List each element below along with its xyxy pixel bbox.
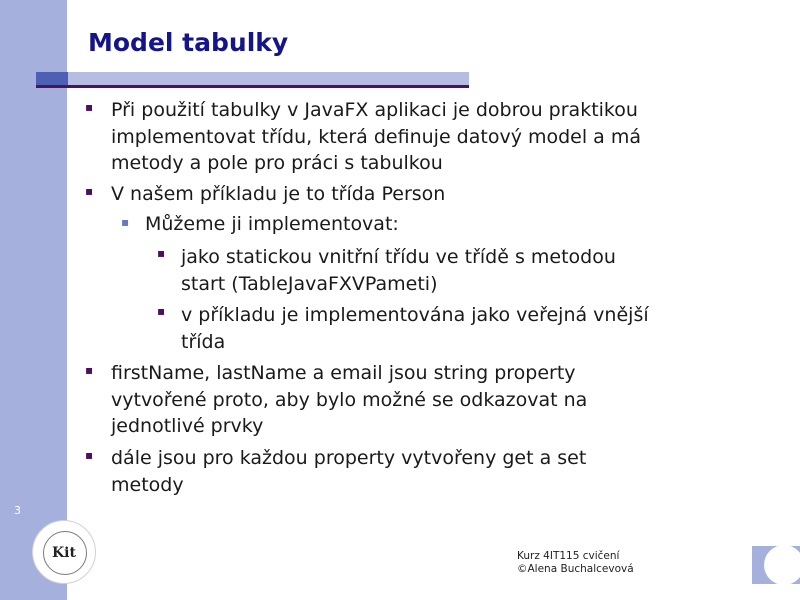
bullet-marker: ▪ <box>85 363 94 377</box>
bullet-marker: ▪ <box>85 448 94 462</box>
sub-sub-bullet-text: jako statickou vnitřní třídu ve třídě s metodou start (TableJavaFXVPameti) <box>181 246 616 295</box>
kit-logo <box>32 520 96 584</box>
slide-title: Model tabulky <box>88 28 289 57</box>
slide-number: 3 <box>14 504 21 517</box>
footer-course: Kurz 4IT115 cvičení <box>517 550 620 562</box>
sub-bullet-marker: ▪ <box>121 215 130 229</box>
sub-sub-bullet-marker: ▪ <box>157 304 166 318</box>
logo-text: Kit <box>52 545 76 561</box>
bullet-text: firstName, lastName a email jsou string property vytvořené proto, aby bylo možné se odkazovat na jednotlivé prvky <box>111 362 588 437</box>
title-underline-accent <box>36 72 68 86</box>
bullet-marker: ▪ <box>85 100 94 114</box>
sub-bullet-text: Můžeme ji implementovat: <box>145 213 399 235</box>
sub-sub-bullet-marker: ▪ <box>157 246 166 260</box>
bullet-text: Při použití tabulky v JavaFX aplikaci je dobrou praktikou implementovat třídu, která definuje datový model a má metody a pole pro práci s tabulkou <box>111 99 642 174</box>
bullet-text: V našem příkladu je to třída Person <box>111 183 446 205</box>
left-sidebar-band <box>0 0 67 600</box>
bullet-marker: ▪ <box>85 184 94 198</box>
title-underline-rule <box>36 85 469 88</box>
sub-sub-bullet-text: v příkladu je implementována jako veřejná vnější třída <box>181 304 649 353</box>
title-underline-bar <box>68 72 469 86</box>
corner-crescent-graphic <box>752 546 800 584</box>
bullet-text: dále jsou pro každou property vytvořeny get a set metody <box>111 447 587 496</box>
footer-author: ©Alena Buchalcevová <box>517 563 634 575</box>
slide-footer <box>517 550 634 576</box>
